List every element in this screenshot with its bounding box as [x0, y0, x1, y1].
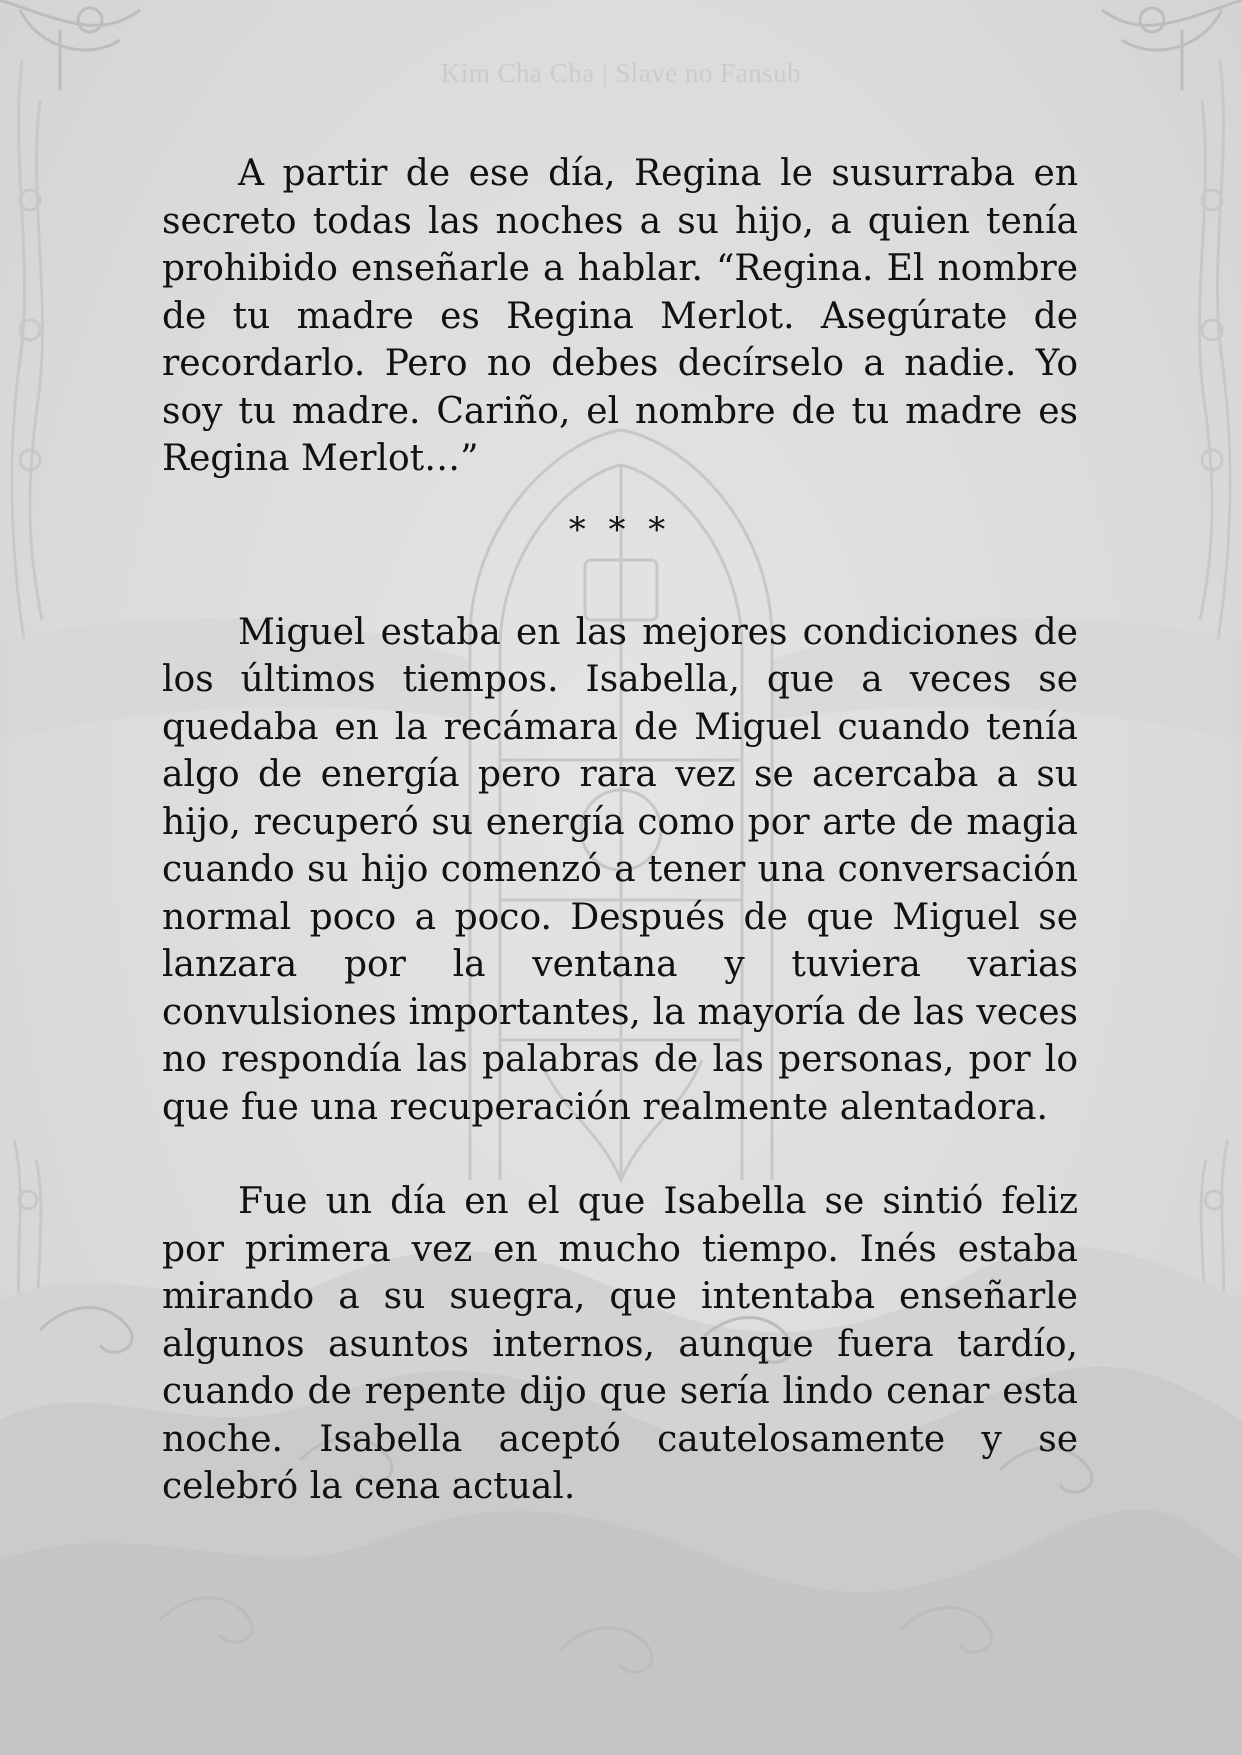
fansub-watermark: Kim Cha Cha | Slave no Fansub: [440, 58, 802, 88]
paragraph-2: Miguel estaba en las mejores condiciones de los últimos tiempos. Isabella, que a veces se quedaba en la recámara de Miguel cuando tenía algo de energía pero rara vez se acercaba a su hijo, recuperó su energía como por arte de magia cuando su hijo comenzó a tener una conversación normal poco a poco. Después de que Miguel se lanzara por la ventana y tuviera varias convulsiones importantes, la mayoría de las veces no respondía las palabras de las personas, por lo que fue una recuperación realmente alentadora.: [162, 611, 1078, 1128]
paragraph-3: Fue un día en el que Isabella se sintió feliz por primera vez en mucho tiempo. Inés estaba mirando a su suegra, que intentaba enseñarle algunos asuntos internos, aunque fuera tardío, cuando de repente dijo que sería lindo cenar esta noche. Isabella aceptó cautelosamente y se celebró la cena actual.: [162, 1181, 1078, 1507]
story-text: [162, 150, 1078, 1511]
paragraph-1: A partir de ese día, Regina le susurraba en secreto todas las noches a su hijo, a quien tenía prohibido enseñarle a hablar. “Regina. El nombre de tu madre es Regina Merlot. Asegúrate de recordarlo. Pero no debes decírselo a nadie. Yo soy tu madre. Cariño, el nombre de tu madre es Regina Merlot…”: [162, 153, 1078, 479]
scene-break: * * *: [568, 509, 672, 550]
